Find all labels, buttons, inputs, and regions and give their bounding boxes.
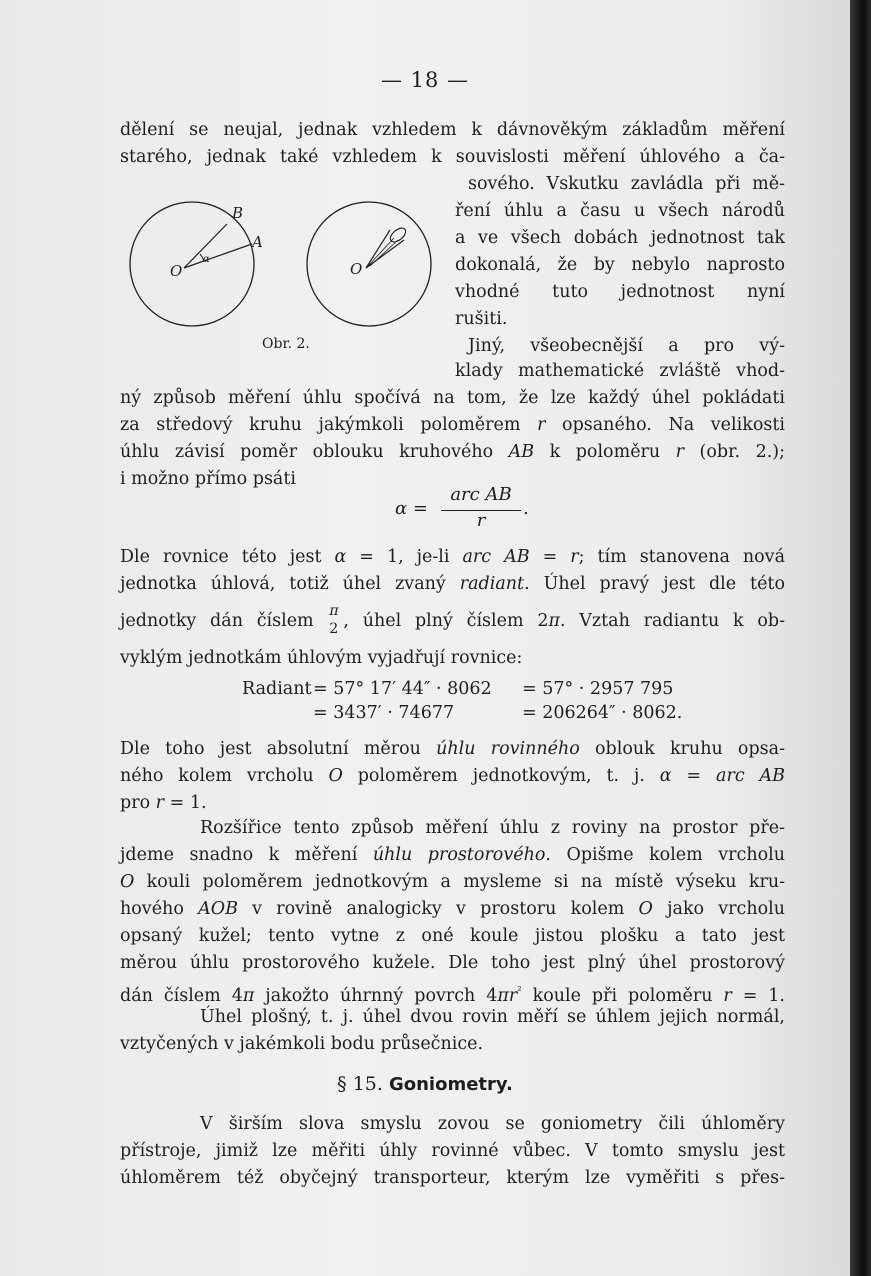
text-line: Dle toho jest absolutní měrou úhlu rovinného oblouk kruhu opsa- (120, 739, 785, 759)
text-line: vhodné tuto jednotnost nyní (455, 282, 785, 302)
text-line: za středový kruhu jakýmkoli poloměrem r opsaného. Na velikosti (120, 415, 785, 435)
section-heading (0, 1073, 850, 1095)
radius-oa (184, 244, 252, 268)
cone-edge-1 (366, 230, 390, 268)
text-line: úhlu závisí poměr oblouku kruhového AB k poloměru r (obr. 2.); (120, 442, 785, 462)
pi-half-fraction: π 2 (329, 603, 339, 637)
text-line: starého, jednak také vzhledem k souvislosti měření úhlového a ča- (120, 147, 785, 167)
text-line: opsaný kužel; tento vytne z oné koule jistou plošku a tato jest (120, 926, 785, 946)
text-line: klady mathematické zvláště vhod- (455, 361, 785, 381)
text-line: Rozšířice tento způsob měření úhlu z roviny na prostor pře- (200, 818, 785, 838)
text-line: pro r = 1. (120, 793, 207, 813)
text-line: O kouli poloměrem jednotkovým a mysleme si na místě výseku kru- (120, 872, 785, 892)
circle-diagrams (128, 196, 438, 358)
cone-hatch-1 (368, 238, 394, 266)
cone-edge-2 (366, 240, 404, 268)
formula-denominator: r (476, 510, 486, 531)
text-line: měrou úhlu prostorového kužele. Dle toho jest plný úhel prostorový (120, 953, 785, 973)
page-number: — 18 — (380, 68, 470, 92)
text-line: Dle rovnice této jest α = 1, je-li arc AB = r; tím stanovena nová (120, 547, 785, 567)
text-line: hového AOB v rovině analogicky v prostoru kolem O jako vrcholu (120, 899, 786, 919)
text-line: rušiti. (455, 309, 508, 329)
text-line: ný způsob měření úhlu spočívá na tom, že lze každý úhel pokládati (120, 388, 785, 408)
text-line: Úhel plošný, t. j. úhel dvou rovin měří se úhlem jejich normál, (200, 1007, 785, 1027)
label-alpha: α (203, 254, 210, 265)
label-o-right: O (350, 260, 363, 278)
figure-caption: Obr. 2. (262, 336, 310, 352)
section-title: Goniometry. (388, 1074, 513, 1095)
radiant-label: Radiant (242, 679, 312, 699)
radiant-eq1: = 57° 17′ 44″ · 8062 (313, 679, 492, 699)
text-line: jdeme snadno k měření úhlu prostorového. Opišme kolem vrcholu (120, 845, 785, 865)
figure-2 (128, 196, 438, 358)
text-line: i možno přímo psáti (120, 469, 296, 489)
text-line: vztyčených v jakémkoli bodu průsečnice. (120, 1034, 484, 1054)
formula-numerator: arc AB (450, 484, 512, 505)
text-line: dán číslem 4π jakožto úhrnný povrch $4\pi r^{^2}$ koule při poloměru r = 1. (120, 984, 785, 1006)
label-b: B (232, 204, 244, 222)
text-line: V širším slova smyslu zovou se goniometry čili úhloměry (200, 1114, 785, 1134)
radiant-eq3: = 3437′ · 74677 (313, 703, 455, 723)
text-line: přístroje, jimiž lze měřiti úhly rovinné vůbec. V tomto smyslu jest (120, 1141, 785, 1161)
text-line: Jiný, všeobecnější a pro vý- (468, 336, 785, 356)
radiant-eq4: = 206264″ · 8062. (522, 703, 683, 723)
radiant-eq2: = 57° · 2957 795 (522, 679, 674, 699)
book-spine (850, 0, 871, 1276)
label-a: A (252, 233, 263, 251)
text-line: sového. Vskutku zavládla při mě- (468, 174, 785, 194)
section-number: § 15. (337, 1073, 383, 1095)
cone-hatch-2 (370, 240, 398, 266)
formula-end: . (523, 498, 529, 519)
formula-lhs: α = (395, 498, 428, 519)
text-line: ření úhlu a času u všech národů (455, 201, 785, 221)
formula-alpha (395, 484, 545, 534)
text-line: jednotky dán číslem π 2 , úhel plný číslem 2π. Vztah radiantu k ob- (120, 603, 785, 637)
text-line: vyklým jednotkám úhlovým vyjadřují rovnice: (120, 648, 523, 668)
text-line: úhloměrem též obyčejný transporteur, kterým lze vyměřiti s přes- (120, 1168, 785, 1188)
label-o-left: O (170, 262, 183, 280)
text-line: dělení se neujal, jednak vzhledem k dávnověkým základům měření (120, 120, 785, 140)
text-line: a ve všech dobách jednotnost tak (455, 228, 785, 248)
text-line: ného kolem vrcholu O poloměrem jednotkovým, t. j. α = arc AB (120, 766, 785, 786)
text-line: dokonalá, že by nebylo naprosto (455, 255, 785, 275)
text-line: jednotka úhlová, totiž úhel zvaný radiant. Úhel pravý jest dle této (120, 574, 785, 594)
